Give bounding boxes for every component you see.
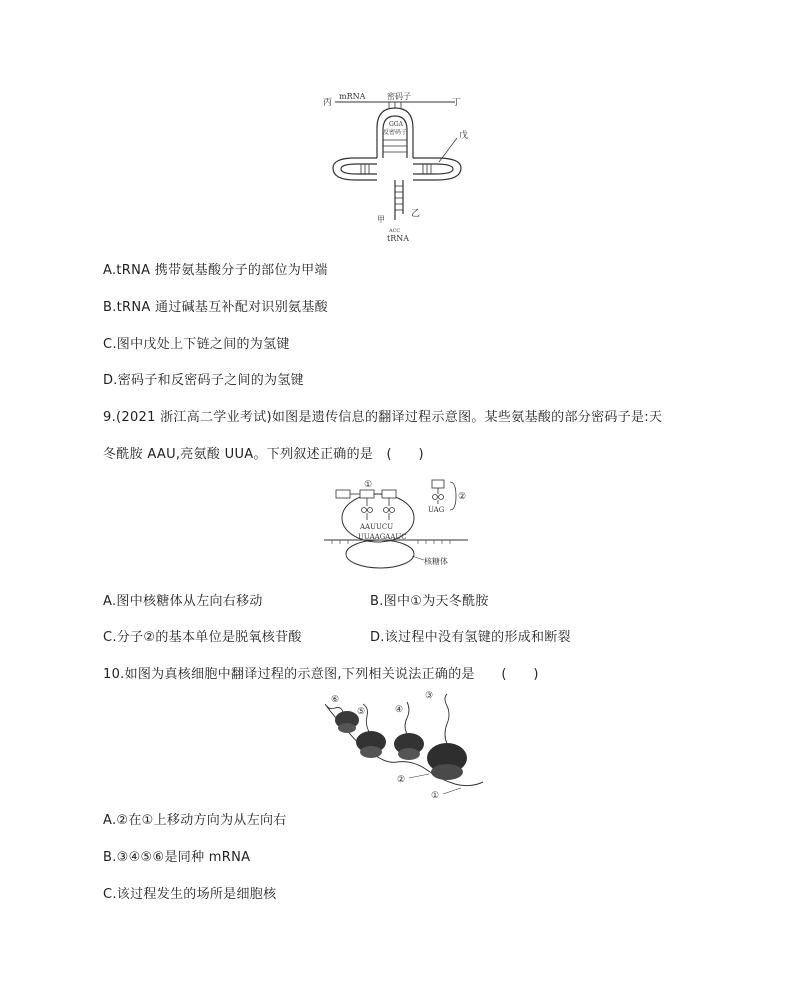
trna-figure — [315, 88, 485, 252]
label-anticodon-bases: GGA — [389, 121, 403, 128]
q8-option-d: D.密码子和反密码子之间的为氢键 — [103, 373, 304, 388]
q8-option-a: A.tRNA 携带氨基酸分子的部位为甲端 — [103, 263, 328, 278]
q10-option-a: A.②在①上移动方向为从左向右 — [103, 813, 287, 828]
marker-4: ④ — [395, 705, 404, 715]
polysome-figure — [305, 688, 495, 807]
polysome-diagram — [305, 688, 495, 803]
q10-option-b: B.③④⑤⑥是同种 mRNA — [103, 850, 251, 865]
q9-option-b: B.图中①为天冬酰胺 — [370, 594, 489, 609]
marker-2: ② — [458, 492, 467, 502]
label-codon: 密码子 — [387, 92, 411, 101]
q10-option-c: C.该过程发生的场所是细胞核 — [103, 887, 277, 902]
translation-diagram — [318, 478, 493, 573]
label-anticodon: 反密码子 — [383, 129, 408, 136]
uag-label: UAG — [428, 506, 445, 514]
q9-option-c: C.分子②的基本单位是脱氧核苷酸 — [103, 630, 302, 645]
q10-stem: 10.如图为真核细胞中翻译过程的示意图,下列相关说法正确的是 ( ) — [103, 667, 539, 682]
label-bing: 丙 — [323, 98, 333, 108]
q9-option-d: D.该过程中没有氢键的形成和断裂 — [370, 630, 571, 645]
label-ding: 丁 — [452, 98, 462, 108]
label-yi: 乙 — [411, 209, 421, 219]
marker-1: ① — [431, 791, 440, 801]
label-trna: tRNA — [387, 234, 410, 243]
marker-1: ① — [364, 480, 373, 490]
marker-6: ⑥ — [331, 695, 340, 705]
ribosome-label: 核糖体 — [424, 557, 448, 566]
label-wu: 戊 — [459, 131, 469, 141]
label-acc: ACC — [389, 228, 401, 234]
top-sequence: AAUUCU — [360, 523, 394, 531]
trna-diagram — [315, 88, 485, 248]
marker-3: ③ — [425, 691, 434, 701]
label-mrna: mRNA — [339, 92, 366, 101]
q9-stem-line2: 冬酰胺 AAU,亮氨酸 UUA。下列叙述正确的是 ( ) — [103, 447, 424, 462]
label-jia: 甲 — [377, 215, 385, 224]
marker-5: ⑤ — [357, 707, 366, 717]
marker-2: ② — [397, 775, 406, 785]
translation-figure — [318, 478, 493, 577]
q8-option-b: B.tRNA 通过碱基互补配对识别氨基酸 — [103, 300, 328, 315]
q8-option-c: C.图中戊处上下链之间的为氢键 — [103, 337, 290, 352]
q9-option-a: A.图中核糖体从左向右移动 — [103, 594, 263, 609]
q9-stem-line1: 9.(2021 浙江高二学业考试)如图是遗传信息的翻译过程示意图。某些氨基酸的部分密码子是:天 — [103, 410, 663, 425]
bottom-sequence: UUAAGAAUC — [358, 533, 407, 541]
